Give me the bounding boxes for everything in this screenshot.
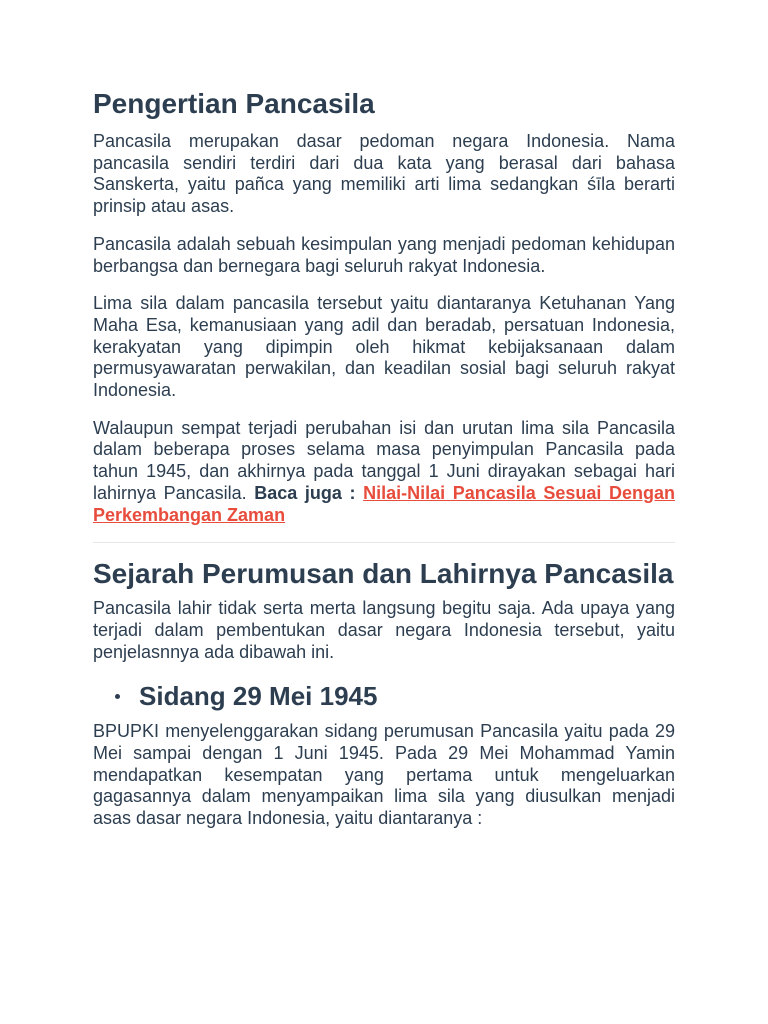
page-title: Pengertian Pancasila [93, 88, 375, 119]
paragraph-1: Pancasila merupakan dasar pedoman negara Indonesia. Nama pancasila sendiri terdiri dari dua kata yang berasal dari bahasa Sanskerta, yaitu pañca yang memiliki arti lima sedangkan śīla berarti prinsip atau asas. [93, 131, 675, 217]
document-page [93, 86, 675, 846]
bullet-dot-icon [115, 694, 120, 699]
paragraph-3: Lima sila dalam pancasila tersebut yaitu diantaranya Ketuhanan Yang Maha Esa, kemanusiaan yang adil dan beradab, persatuan Indonesia, kerakyatan yang dipimpin oleh hikmat kebijaksanaan dalam permusyawaratan perwakilan, dan keadilan sosial bagi seluruh rakyat Indonesia. [93, 293, 675, 401]
paragraph-4-text: Walaupun sempat terjadi perubahan isi dan urutan lima sila Pancasila dalam beberapa proses selama masa penyimpulan Pancasila pada tahun 1945, dan akhirnya pada tanggal 1 Juni dirayakan sebagai hari lahirnya Pancasila. [93, 417, 675, 503]
section-divider [93, 542, 675, 543]
section-intro: Pancasila lahir tidak serta merta langsung begitu saja. Ada upaya yang terjadi dalam pembentukan dasar negara Indonesia tersebut, yaitu penjelasnnya ada dibawah ini. [93, 598, 675, 662]
bullet-list [93, 679, 675, 713]
section-heading: Sejarah Perumusan dan Lahirnya Pancasila [93, 558, 674, 590]
bullet-heading: Sidang 29 Mei 1945 [139, 681, 378, 712]
list-item [93, 679, 675, 713]
baca-juga-label: Baca juga : [254, 482, 364, 503]
paragraph-2: Pancasila adalah sebuah kesimpulan yang menjadi pedoman kehidupan berbangsa dan bernegara bagi seluruh rakyat Indonesia. [93, 233, 675, 276]
bullet-paragraph: BPUPKI menyelenggarakan sidang perumusan Pancasila yaitu pada 29 Mei sampai dengan 1 Juni 1945. Pada 29 Mei Mohammad Yamin mendapatkan kesempatan yang pertama untuk mengeluarkan gagasannya dalam menyampaikan lima sila yang diusulkan menjadi asas dasar negara Indonesia, yaitu diantaranya : [93, 721, 675, 829]
related-article-link[interactable]: Nilai-Nilai Pancasila Sesuai Dengan Perkembangan Zaman [93, 482, 675, 525]
paragraph-4 [93, 418, 675, 527]
